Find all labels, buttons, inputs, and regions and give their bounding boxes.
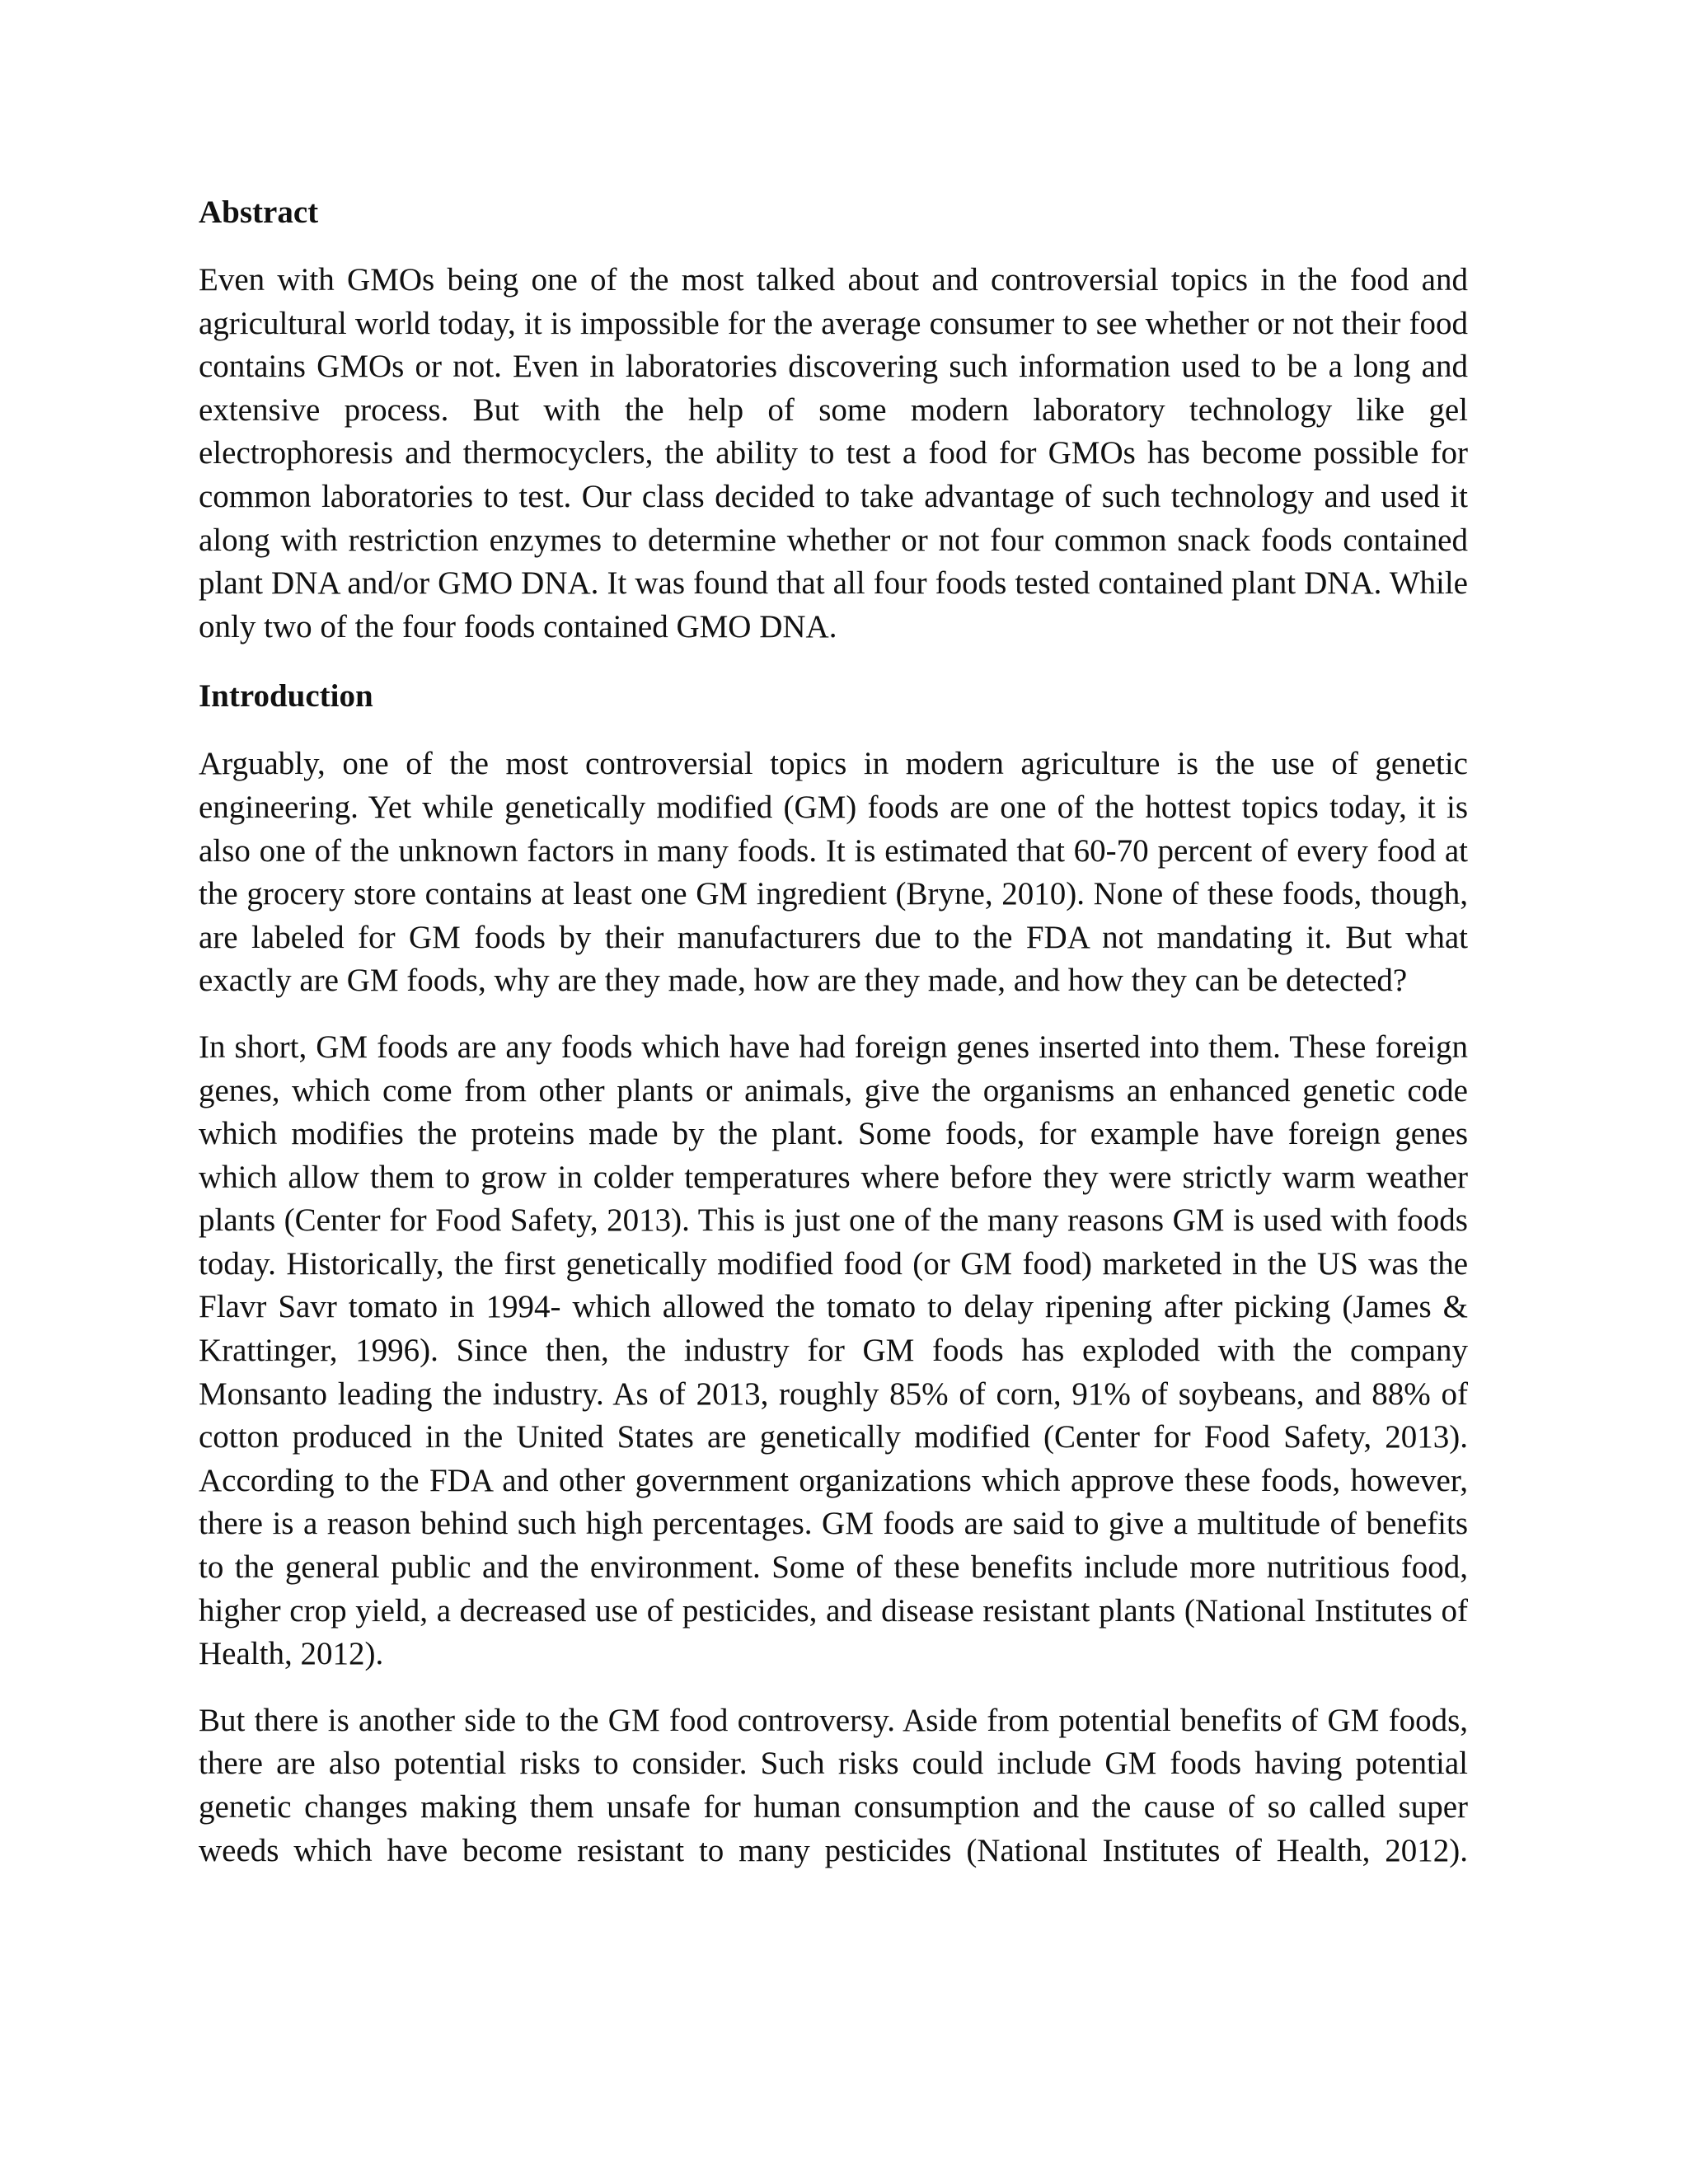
abstract-paragraph: Even with GMOs being one of the most talked about and controversial topics in the food and agricultural world today, it is impossible for the average consumer to see whether or not their food contains GMOs or not. Even in laboratories discovering such information used to be a long and extensive process. But with the help of some modern laboratory technology like gel electrophoresis and thermocyclers, the ability to test a food for GMOs has become possible for common laboratories to test. Our class decided to take advantage of such technology and used it along with restriction enzymes to determine whether or not four common snack foods contained plant DNA and/or GMO DNA. It was found that all four foods tested contained plant DNA. While only two of the four foods contained GMO DNA. [199,262,1468,644]
abstract-section [199,191,1468,649]
introduction-paragraph-2: In short, GM foods are any foods which have had foreign genes inserted into them. These foreign genes, which come from other plants or animals, give the organisms an enhanced genetic code which modifies the proteins made by the plant. Some foods, for example have foreign genes which allow them to grow in colder temperatures where before they were strictly warm weather plants (Center for Food Safety, 2013). This is just one of the many reasons GM is used with foods today. Historically, the first genetically modified food (or GM food) marketed in the US was the Flavr Savr tomato in 1994- which allowed the tomato to delay ripening after picking (James & Krattinger, 1996). Since then, the industry for GM foods has exploded with the company Monsanto leading the industry. As of 2013, roughly 85% of corn, 91% of soybeans, and 88% of cotton produced in the United States are genetically modified (Center for Food Safety, 2013). According to the FDA and other government organizations which approve these foods, however, there is a reason behind such high percentages. GM foods are said to give a multitude of benefits to the general public and the environment. Some of these benefits include more nutritious food, higher crop yield, a decreased use of pesticides, and disease resistant plants (National Institutes of Health, 2012). [199,1029,1468,1672]
abstract-heading: Abstract [199,194,319,230]
introduction-paragraph-3: But there is another side to the GM food controversy. Aside from potential benefits of GM foods, there are also potential risks to consider. Such risks could include GM foods having potential genetic changes making them unsafe for human consumption and the cause of so called super weeds which have become resistant to many pesticides (National Institutes of Health, 2012). [199,1702,1468,1868]
introduction-paragraph-1: Arguably, one of the most controversial topics in modern agriculture is the use of genetic engineering. Yet while genetically modified (GM) foods are one of the hottest topics today, it is also one of the unknown factors in many foods. It is estimated that 60-70 percent of every food at the grocery store contains at least one GM ingredient (Bryne, 2010). None of these foods, though, are labeled for GM foods by their manufacturers due to the FDA not mandating it. But what exactly are GM foods, why are they made, how are they made, and how they can be detected? [199,746,1468,999]
introduction-section [199,675,1468,1872]
introduction-heading: Introduction [199,678,373,715]
document-page [199,191,1468,1896]
